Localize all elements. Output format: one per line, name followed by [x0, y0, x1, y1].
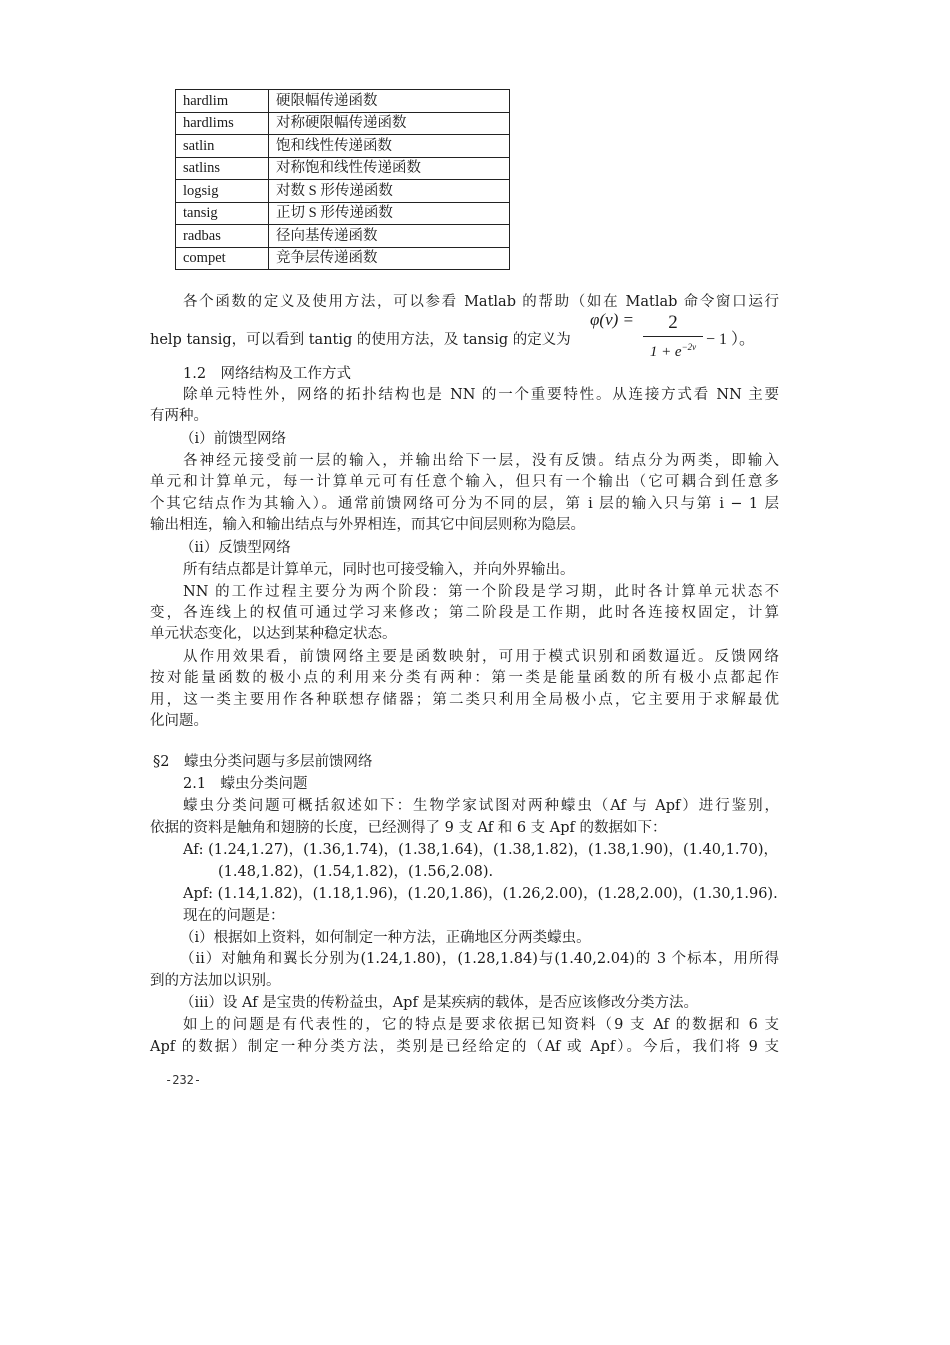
table-row [176, 202, 510, 225]
function-name-cell: hardlims [176, 112, 269, 135]
function-name-cell: radbas [176, 225, 269, 248]
function-desc-cell: 正切 S 形传递函数 [269, 202, 510, 225]
para-line: 变，各连线上的权值可通过学习来修改；第二阶段是工作期，此时各连接权固定，计算 [150, 605, 779, 621]
para-line: Apf 的数据）制定一种分类方法，类别是已经给定的（Af 或 Apf）。今后，我们将 9 支 [150, 1039, 779, 1055]
formula-tail: − 1 ）。 [706, 331, 756, 348]
para-line: 从作用效果看，前馈网络主要是函数映射，可用于模式识别和函数逼近。反馈网络 [183, 649, 779, 665]
function-desc-cell: 竞争层传递函数 [269, 247, 510, 270]
para-line: 蠓虫分类问题可概括叙述如下：生物学家试图对两种蠓虫（Af 与 Apf）进行鉴别， [183, 798, 779, 814]
function-name-cell: tansig [176, 202, 269, 225]
para-line: 输出相连，输入和输出结点与外界相连，而其它中间层则称为隐层。 [150, 517, 585, 533]
para-line: 所有结点都是计算单元，同时也可接受输入，并向外界输出。 [183, 562, 575, 578]
subheading-feedback: （ii）反馈型网络 [180, 540, 291, 556]
function-name-cell: satlins [176, 157, 269, 180]
transfer-function-table [175, 89, 510, 270]
function-name-cell: satlin [176, 135, 269, 158]
para-line: 依据的资料是触角和翅膀的长度，已经测得了 9 支 Af 和 6 支 Apf 的数据如下： [150, 820, 667, 836]
para-line: 化问题。 [150, 713, 208, 729]
page-number: -232- [165, 1073, 202, 1087]
para-line: 如上的问题是有代表性的，它的特点是要求依据已知资料（9 支 Af 的数据和 6 支 [183, 1017, 779, 1033]
tansig-formula [643, 312, 703, 361]
intro-line-2: help tansig，可以看到 tantig 的使用方法，及 tansig 的定义为 [150, 332, 571, 348]
para-line: 用，这一类主要用作各种联想存储器；第二类只利用全局极小点，它主要用于求解最优 [150, 692, 779, 708]
formula-denominator: $1 + e^{-2v}$ [649, 342, 697, 360]
function-desc-cell: 饱和线性传递函数 [269, 135, 510, 158]
para-line: 各神经元接受前一层的输入，并输出给下一层，没有反馈。结点分为两类，即输入 [183, 453, 779, 469]
apf-data-line: Apf: (1.14,1.82)，(1.18,1.96)，(1.20,1.86)，(1.26,2.00)，(1.28,2.00)，(1.30,1.96). [183, 886, 778, 902]
table-row [176, 225, 510, 248]
table-row [176, 157, 510, 180]
section-2-heading: §2 蠓虫分类问题与多层前馈网络 [153, 754, 373, 770]
intro-line-1: 各个函数的定义及使用方法，可以参看 Matlab 的帮助（如在 Matlab 命令窗口运行 [183, 294, 779, 310]
function-name-cell: logsig [176, 180, 269, 203]
function-desc-cell: 径向基传递函数 [269, 225, 510, 248]
formula-numerator: 2 [668, 312, 678, 333]
af-data-line-2: (1.48,1.82)，(1.54,1.82)，(1.56,2.08). [218, 864, 494, 880]
para-line: 个其它结点作为其输入）。通常前馈网络可分为不同的层，第 i 层的输入只与第 i − 1 层 [150, 496, 779, 512]
para-line: 现在的问题是： [183, 908, 285, 924]
question-3: （iii）设 Af 是宝贵的传粉益虫，Apf 是某疾病的载体，是否应该修改分类方法。 [180, 995, 698, 1011]
section-2-1-heading: 2.1 蠓虫分类问题 [183, 776, 308, 792]
function-desc-cell: 对称饱和线性传递函数 [269, 157, 510, 180]
question-2: （ii）对触角和翼长分别为(1.24,1.80)，(1.28,1.84)与(1.40,2.04)的 3 个标本，用所得 [180, 951, 779, 967]
formula-lhs: φ(v) = [590, 310, 634, 329]
para-line: 除单元特性外，网络的拓扑结构也是 NN 的一个重要特性。从连接方式看 NN 主要 [183, 387, 779, 403]
para-line: 单元状态变化，以达到某种稳定状态。 [150, 626, 397, 642]
para-line: 按对能量函数的极小点的利用来分类有两种：第一类是能量函数的所有极小点都起作 [150, 670, 779, 686]
function-name-cell: hardlim [176, 90, 269, 113]
function-desc-cell: 对数 S 形传递函数 [269, 180, 510, 203]
function-name-cell: compet [176, 247, 269, 270]
function-desc-cell: 硬限幅传递函数 [269, 90, 510, 113]
table-row [176, 135, 510, 158]
subheading-feedforward: （i）前馈型网络 [180, 431, 287, 447]
table-row [176, 247, 510, 270]
function-desc-cell: 对称硬限幅传递函数 [269, 112, 510, 135]
para-line: 有两种。 [150, 408, 208, 424]
question-1: （i）根据如上资料，如何制定一种方法，正确地区分两类蠓虫。 [180, 930, 591, 946]
question-2-cont: 到的方法加以识别。 [150, 973, 281, 989]
table-row [176, 180, 510, 203]
af-data-line-1: Af: (1.24,1.27)，(1.36,1.74)，(1.38,1.64)，(1.38,1.82)，(1.38,1.90)，(1.40,1.70)， [183, 842, 779, 858]
section-1-2-heading: 1.2 网络结构及工作方式 [183, 366, 352, 382]
table-row [176, 112, 510, 135]
para-line: NN 的工作过程主要分为两个阶段：第一个阶段是学习期，此时各计算单元状态不 [183, 584, 779, 600]
table-row [176, 90, 510, 113]
para-line: 单元和计算单元，每一计算单元可有任意个输入，但只有一个输出（它可耦合到任意多 [150, 474, 779, 490]
